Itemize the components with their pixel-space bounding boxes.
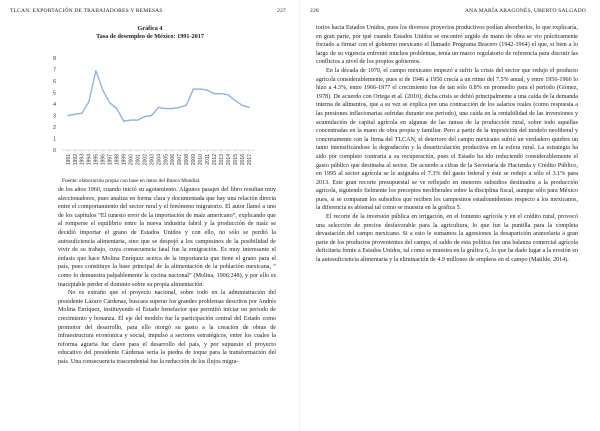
right-paragraph-1: torios hacia Estados Unidos, pues los diversos proyectos productivos podían absorberlos, lo que explicaría, en gran parte, por qué cuando Estados Unidos se encontró urgido de mano de obra se vio prácticamente forzado a firmar con el gobierno mexicano el llamado Programa Bracero (1942-1964) el que, si bien a lo largo de su vigencia enfrentó muchos problemas, tenía un marco regulatorio de referencia para discutir las conflictos a nivel de los propios gobiernos. xyxy=(316,25,578,66)
y-tick-label: 3 xyxy=(53,113,56,120)
left-paragraph-2: No es extraño que el proyecto nacional, sobre todo en la administración del presidente Lázaro Cárdenas, buscara superar los grandes problemas descritos por Andrés Molina Enríquez, instituyendo el Estado benefactor que permitió iniciar un periodo de crecimiento y bonanza. El eje del modelo fue la participación central del Estado como promotor del desarrollo, para ello otorgó su gasto a la creación de obras de infraestructura económica y social, impulsó a sectores estratégicos, entre los cuales la reforma agraria fue clave para el desarrollo del país, y por supuesto el proyecto educativo del presidente Cárdenas sería la piedra de toque para la transformación del país. Una consecuencia trascendental fue la reducción de los flujos migra- xyxy=(58,290,276,365)
left-page-number: 227 xyxy=(277,8,286,14)
data-point xyxy=(214,93,215,94)
data-point xyxy=(186,105,187,106)
data-point xyxy=(88,101,89,102)
right-running-head: ANA MARÍA ARAGONÉS, UBERTO SALGADO xyxy=(464,8,586,14)
data-point xyxy=(158,107,159,108)
y-tick-label: 6 xyxy=(53,79,56,85)
x-tick-label: 1998 xyxy=(114,154,121,166)
x-tick-label: 2002 xyxy=(142,154,149,166)
data-point xyxy=(234,100,235,101)
x-tick-label: 2014 xyxy=(225,154,232,166)
data-point xyxy=(193,88,194,89)
x-tick-label: 2010 xyxy=(198,154,205,166)
x-tick-label: 2005 xyxy=(163,154,170,166)
x-tick-label: 1993 xyxy=(79,154,86,166)
data-point xyxy=(67,115,68,116)
right-paragraph-3: El recorte de la inversión pública en irrigación, en el fomento agrícola y en el crédito rural, provocó una selección de precios desfavorable para la agricultura, lo que fue la puntilla para la completa devastación del campo mexicano. Si a esto le sumamos la agresiones la desaparición arancelaria a gran parte de los productos provenientes del campo, el saldo de esta política fue una balanza comercial agrícola deficitaria frente a Estados Unidos, tal como se muestra en la gráfica 6, lo que ha dado lugar a la erosión en la autosuficiencia alimentaria y la eliminación de 4.9 millones de empleos en el campo (Matilde, 2014). xyxy=(316,214,578,264)
x-tick-label: 1996 xyxy=(100,154,107,166)
left-running-head: TLCAN, EXPORTACIÓN DE TRABAJADORES Y REMESAS xyxy=(10,8,163,14)
x-tick-label: 2009 xyxy=(191,154,198,166)
figure-label: Gráfica 4 xyxy=(137,25,163,32)
y-tick-label: 2 xyxy=(53,125,56,131)
y-tick-label: 5 xyxy=(53,90,56,97)
data-point xyxy=(151,115,152,116)
data-point xyxy=(172,108,173,109)
figure-caption xyxy=(0,25,300,41)
right-page-number: 228 xyxy=(310,8,319,14)
data-point xyxy=(207,90,208,91)
data-point xyxy=(137,120,138,121)
unemployment-line-chart xyxy=(40,52,265,176)
figure-title: Tasa de desempleo de México: 1991-2017 xyxy=(96,33,204,40)
x-tick-label: 2015 xyxy=(232,154,239,166)
y-tick-label: 0 xyxy=(53,148,56,154)
x-tick-label: 1992 xyxy=(72,154,79,166)
data-point xyxy=(241,105,242,106)
data-point xyxy=(109,102,110,103)
data-point xyxy=(130,120,131,121)
data-point xyxy=(165,108,166,109)
x-tick-label: 2013 xyxy=(218,154,225,166)
data-point xyxy=(116,108,117,109)
x-tick-label: 2007 xyxy=(177,154,184,166)
data-point xyxy=(248,107,249,108)
figure-source: Fuente: elaboración propia con base en datos del Banco Mundial. xyxy=(62,178,201,184)
x-tick-label: 2017 xyxy=(246,154,253,166)
data-point xyxy=(102,90,103,91)
x-tick-label: 1994 xyxy=(86,154,93,166)
data-point xyxy=(81,113,82,114)
y-tick-label: 8 xyxy=(53,56,56,62)
x-tick-label: 2001 xyxy=(135,154,142,166)
data-point xyxy=(123,121,124,122)
right-body-text xyxy=(316,24,578,265)
x-tick-label: 1999 xyxy=(121,154,128,166)
right-paragraph-2: En la década de 1970, el campo mexicano empezó a sufrir la crisis del sector que redujo el producto agrícola considerablemente, pues si de 1946 a 1956 crecía a un ritmo del 7.5% anual, y entre 1956-1966 lo hizo a 4.3%, entre 1966-1977 el crecimiento fue de tan sólo 0.8% en promedio para el periodo (Gómez, 1978). De acuerdo con Ortega et al. (2010), dicha crisis se debió principalmente a una caída de la demanda interna de alimentos, que a su vez se explica por una contracción de los salarios reales (como respuesta a las presiones inflacionarias sufridas durante ese periodo), una caída en la rentabilidad de las inversiones y acumulación de capital agrícola en algunas de las ramas de la producción rural, sobre todo aquellas concentradas en la mano de obra propia y familiar. Pero a partir de la imposición del modelo neoliberal y concretamente con la firma del TLCAN, el deterioro del campo mexicano sufrió un verdadero quiebre un tanto intensificándose la degradación y la desarticulación productiva en la esfera rural. La estrategia ha sido por completo contraria a su recuperación, pues el Estado ha ido reduciendo considerablemente el gasto público que destinaba al sector. De acuerdo a cifras de la Secretaría de Hacienda y Crédito Público, en 1995 al sector agrícola se le asignaba el 7.3% del gasto federal y éste se redujo a sólo el 3.1% para 2013. Este gran recorte presupuestal se ve reflejado en menores subsidios destinados a la producción agrícola, siguiendo fielmente los preceptos neoliberales sobre la disciplina fiscal, aunque sólo para México pues, si se comparan los subsidios que reciben los campesinos estadounidenses respecto a los mexicanos, la diferencia es abismal tal como se muestra en la gráfica 5. xyxy=(316,67,578,212)
right-page xyxy=(300,0,600,431)
y-tick-label: 7 xyxy=(53,67,56,74)
data-point xyxy=(228,94,229,95)
left-body-text xyxy=(58,186,276,366)
x-tick-label: 2000 xyxy=(128,154,135,166)
data-point xyxy=(200,88,201,89)
x-tick-label: 1991 xyxy=(65,154,72,166)
x-tick-label: 2004 xyxy=(156,154,163,166)
data-point xyxy=(74,114,75,115)
x-tick-label: 2006 xyxy=(170,154,177,166)
data-point xyxy=(221,93,222,94)
left-paragraph-1: de los años 1960, cuando inició su agotamiento. Algunos pasajes del libro resultan muy aleccionadores, pues analiza en forma clara y documentada que hay una relación directa entre el comportamiento del sector rural y el fenómeno migratorio. El autor llamó a uno de los capítulos “El tunesto error de la importación de maíz americano”, explicando que al romperse el equilibrio entre la nueva industria fabril y la producción de maíz se decidió importar el grano de Estados Unidos y con ello, no sólo se perdió la autosuficiencia alimentaria, sino que se despojó a los campesinos de la posibilidad de vivir de su trabajo, cuya consecuencia fatal fue la emigración. Es muy interesante el énfasis que hace Molina Enríquez acerca de la importancia que tiene el grano para el país, pues constituye la base principal de la alimentación de la población mexicana, “ como lo demuestra palpablemente la cocina nacional” (Molina, 1906:248), y por ello es inaceptable perder el dominio sobre su propia alimentación. xyxy=(58,187,276,288)
data-point xyxy=(179,107,180,108)
x-tick-label: 1997 xyxy=(107,154,114,166)
data-point xyxy=(95,70,96,71)
x-tick-label: 2008 xyxy=(184,154,191,166)
y-tick-label: 4 xyxy=(53,102,56,108)
x-tick-label: 2012 xyxy=(211,154,218,166)
y-tick-label: 1 xyxy=(53,136,56,143)
series-line xyxy=(68,71,249,122)
data-point xyxy=(144,116,145,117)
x-tick-label: 2011 xyxy=(205,154,212,165)
x-tick-label: 1995 xyxy=(93,154,100,166)
x-tick-label: 2003 xyxy=(149,154,156,166)
x-tick-label: 2016 xyxy=(239,154,246,166)
